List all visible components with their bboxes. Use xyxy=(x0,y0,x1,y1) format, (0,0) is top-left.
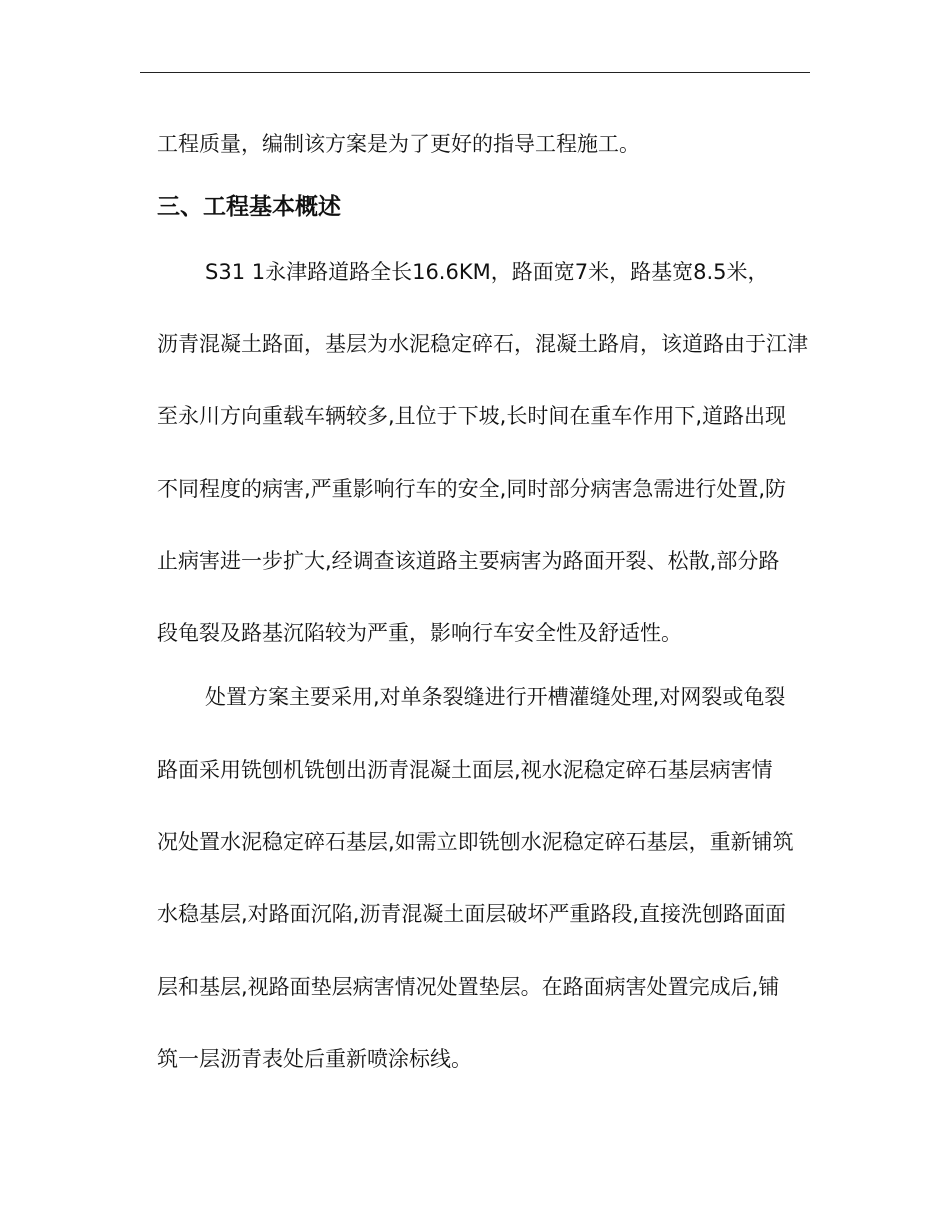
paragraph-line: 路面采用铣刨机铣刨出沥青混凝土面层,视水泥稳定碎石基层病害情 xyxy=(157,758,773,782)
section-heading: 三、工程基本概述 xyxy=(157,194,341,220)
paragraph-line: 况处置水泥稳定碎石基层,如需立即铣刨水泥稳定碎石基层，重新铺筑 xyxy=(157,830,794,854)
paragraph-line: 至永川方向重载车辆较多,且位于下坡,长时间在重车作用下,道路出现 xyxy=(157,404,787,428)
paragraph-line: 处置方案主要采用,对单条裂缝进行开槽灌缝处理,对网裂或龟裂 xyxy=(205,685,786,709)
paragraph-line: 层和基层,视路面垫层病害情况处置垫层。在路面病害处置完成后,铺 xyxy=(157,975,780,999)
paragraph-line: S31 1永津路道路全长16.6KM，路面宽7米，路基宽8.5米， xyxy=(205,260,769,284)
paragraph-line: 止病害进一步扩大,经调查该道路主要病害为路面开裂、松散,部分路 xyxy=(157,549,780,573)
paragraph-line: 筑一层沥青表处后重新喷涂标线。 xyxy=(157,1047,472,1071)
paragraph-line: 水稳基层,对路面沉陷,沥青混凝土面层破坏严重路段,直接洗刨路面面 xyxy=(157,902,787,926)
paragraph-line: 工程质量，编制该方案是为了更好的指导工程施工。 xyxy=(157,132,640,156)
paragraph-line: 沥青混凝土路面，基层为水泥稳定碎石，混凝土路肩，该道路由于江津 xyxy=(157,332,808,356)
paragraph-line: 段龟裂及路基沉陷较为严重，影响行车安全性及舒适性。 xyxy=(157,621,682,645)
paragraph-line: 不同程度的病害,严重影响行车的安全,同时部分病害急需进行处置,防 xyxy=(157,477,787,501)
header-rule xyxy=(140,72,810,73)
